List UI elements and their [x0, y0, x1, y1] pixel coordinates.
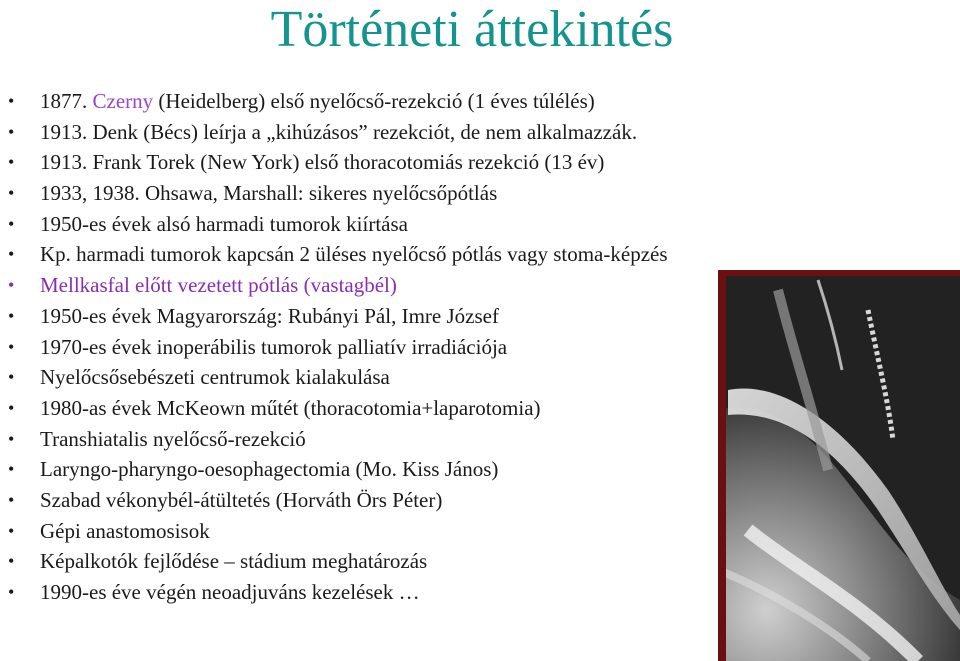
bullet-dot-icon: • — [8, 213, 15, 234]
bullet-dot-icon: • — [8, 305, 15, 326]
bullet-text: 1913. Frank Torek (New York) első thoracotomiás rezekció (13 év) — [40, 150, 605, 175]
slide-title: Történeti áttekintés — [270, 1, 674, 58]
bullet-item-mckeown — [8, 393, 808, 424]
bullet-dot-icon: • — [8, 520, 15, 541]
chest-xray-image — [718, 270, 960, 661]
bullet-item-denk — [8, 117, 808, 148]
bullet-text: 1990-es éve végén neoadjuváns kezelések … — [40, 580, 420, 604]
bullet-text — [40, 86, 595, 117]
bullet-item-1950-lower — [8, 209, 808, 240]
bullet-item-transhiatal — [8, 424, 808, 455]
bullet-item-chest-wall — [8, 270, 808, 301]
bullet-dot-icon: • — [8, 244, 15, 265]
bullet-text: Mellkasfal előtt vezetett pótlás (vastagbél) — [40, 273, 397, 298]
bullet-text: 1950-es évek Magyarország: Rubányi Pál, Imre József — [40, 303, 499, 328]
bullet-text: 1970-es évek inoperábilis tumorok palliatív irradiációja — [40, 334, 508, 359]
bullet-item-torek — [8, 147, 808, 178]
bullet-text: 1950-es évek alsó harmadi tumorok kiírtása — [40, 211, 408, 236]
bullet-item-free-jejunum — [8, 485, 808, 516]
bullet-text: 1913. Denk (Bécs) leírja a „kihúzásos” rezekciót, de nem alkalmazzák. — [40, 119, 638, 144]
bullet-text: Nyelőcsősebészeti centrumok kialakulása — [40, 365, 390, 390]
bullet-dot-icon: • — [8, 183, 15, 204]
accent-name-czerny: Czerny — [92, 89, 154, 113]
bullet-dot-icon: • — [8, 367, 15, 388]
bullet-item-irradiation — [8, 332, 808, 363]
bullet-text: Transhiatalis nyelőcső-rezekció — [40, 426, 306, 451]
bullet-prefix: 1877. — [40, 89, 93, 113]
bullet-dot-icon: • — [8, 397, 15, 418]
bullet-list — [8, 86, 808, 608]
bullet-dot-icon: • — [8, 152, 15, 173]
bullet-dot-icon: • — [8, 459, 15, 480]
bullet-item-middle-third — [8, 239, 808, 270]
bullet-dot-icon: • — [8, 91, 15, 111]
bullet-item-laryngo — [8, 454, 808, 485]
bullet-text: 1933, 1938. Ohsawa, Marshall: sikeres nyelőcsőpótlás — [40, 181, 498, 206]
xray-frame — [718, 270, 960, 661]
bullet-item-1877 — [8, 86, 808, 117]
bullet-item-ohsawa — [8, 178, 808, 209]
bullet-item-stapler — [8, 516, 808, 547]
bullet-dot-icon: • — [8, 582, 15, 602]
bullet-text: Szabad vékonybél-átültetés (Horváth Örs Péter) — [40, 487, 443, 512]
bullet-suffix: (Heidelberg) első nyelőcső-rezekció (1 éves túlélés) — [153, 89, 595, 113]
bullet-text: Gépi anastomosisok — [40, 518, 210, 543]
bullet-dot-icon: • — [8, 275, 15, 296]
bullet-item-hungary — [8, 301, 808, 332]
bullet-item-neoadjuvant — [8, 577, 808, 608]
bullet-dot-icon: • — [8, 489, 15, 510]
bullet-dot-icon: • — [8, 336, 15, 357]
bullet-text: Képalkotók fejlődése – stádium meghatározás — [40, 549, 428, 574]
bullet-item-imaging — [8, 546, 808, 577]
bullet-dot-icon: • — [8, 551, 15, 572]
bullet-text: Kp. harmadi tumorok kapcsán 2 üléses nyelőcső pótlás vagy stoma-képzés — [40, 242, 668, 267]
bullet-item-centres — [8, 362, 808, 393]
bullet-text: 1980-as évek McKeown műtét (thoracotomia+laparotomia) — [40, 395, 541, 420]
bullet-dot-icon: • — [8, 121, 15, 142]
bullet-text: Laryngo-pharyngo-oesophagectomia (Mo. Kiss János) — [40, 457, 499, 482]
bullet-dot-icon: • — [8, 428, 15, 449]
